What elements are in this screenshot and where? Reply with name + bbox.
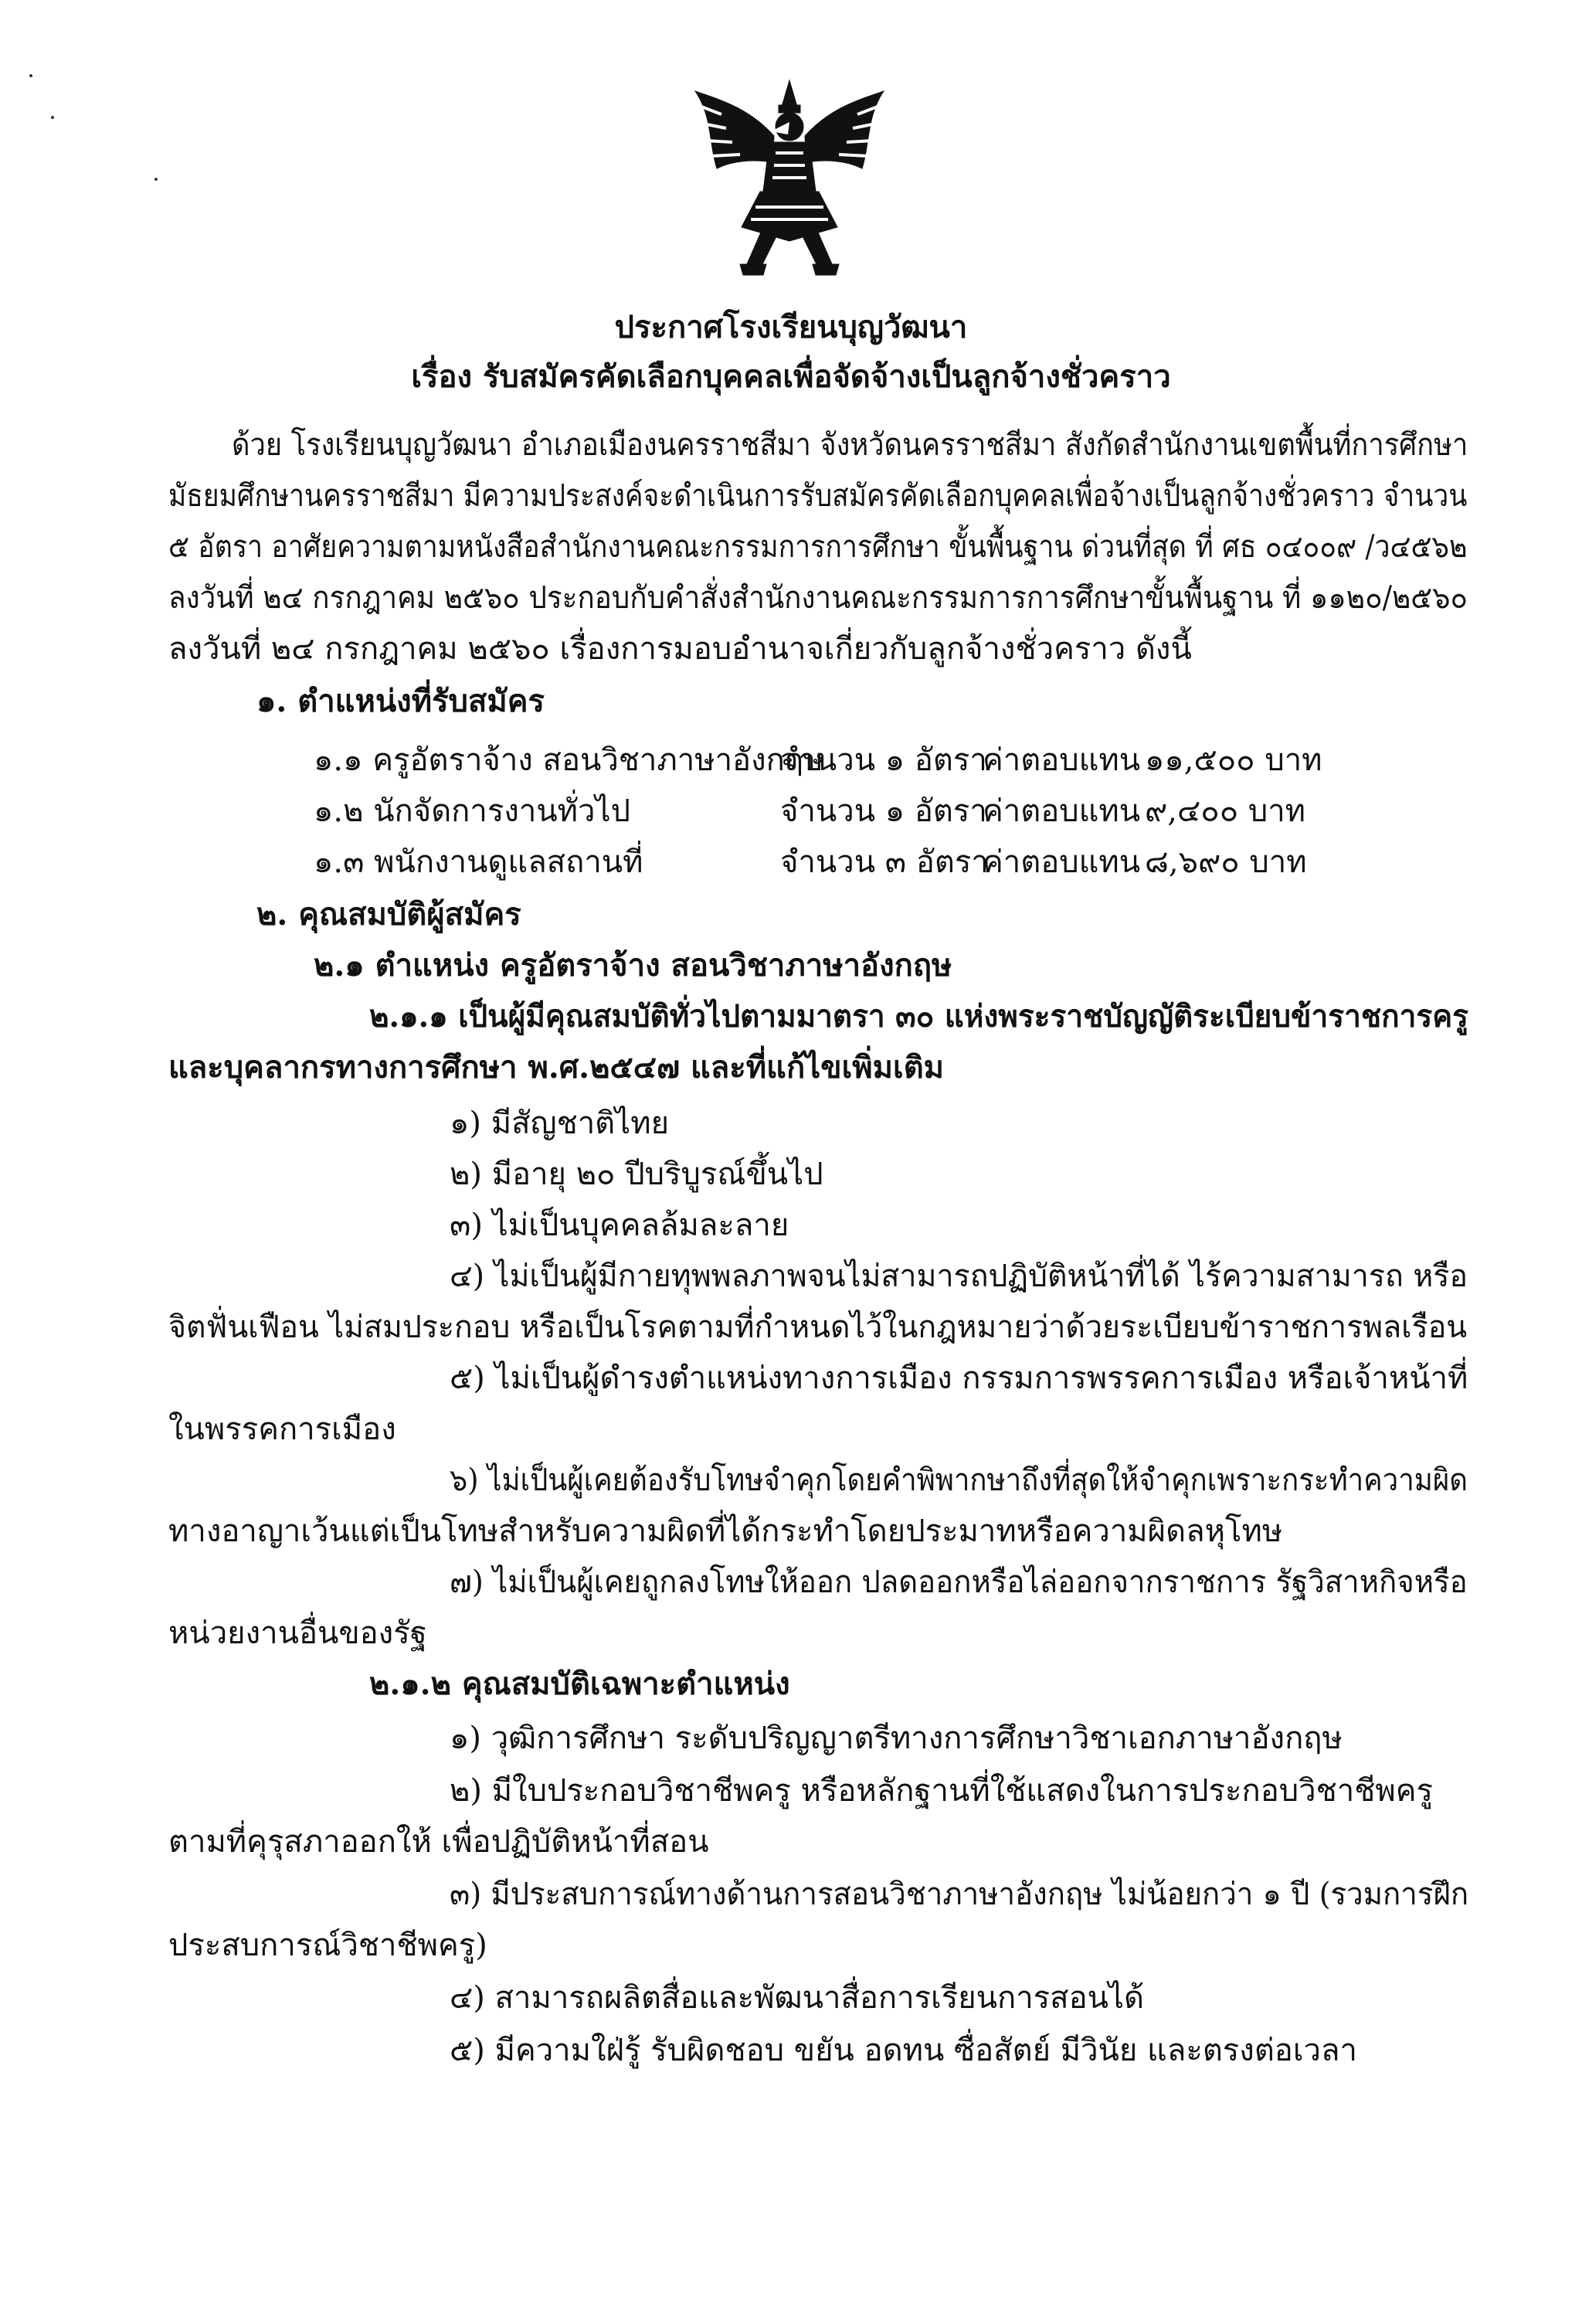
- position-pay: ๘,๖๙๐ บาท: [1145, 844, 1307, 880]
- specific-qualification-heading: ๒.๑.๒ คุณสมบัติเฉพาะตำแหน่ง: [369, 1666, 790, 1702]
- qualification-item: ๔) ไม่เป็นผู้มีกายทุพพลภาพจนไม่สามารถปฏิบัติหน้าที่ได้ ไร้ความสามารถ หรือ: [450, 1259, 1468, 1294]
- intro-line: ด้วย โรงเรียนบุญวัฒนา อำเภอเมืองนครราชสีมา จังหวัดนครราชสีมา สังกัดสำนักงานเขตพื้นที่การศึกษา: [232, 427, 1468, 463]
- position-pay-label: ค่าตอบแทน: [983, 742, 1141, 778]
- qualification-item: ๖) ไม่เป็นผู้เคยต้องรับโทษจำคุกโดยคำพิพากษาถึงที่สุดให้จำคุกเพราะกระทำความผิด: [450, 1463, 1468, 1498]
- specific-item: ๒) มีใบประกอบวิชาชีพครู หรือหลักฐานที่ใช้แสดงในการประกอบวิชาชีพครู: [450, 1773, 1433, 1809]
- specific-item: ๑) วุฒิการศึกษา ระดับปริญญาตรีทางการศึกษาวิชาเอกภาษาอังกฤษ: [450, 1721, 1343, 1756]
- position-name: ๑.๒ นักจัดการงานทั่วไป: [314, 793, 630, 829]
- qualification-item-cont: ในพรรคการเมือง: [168, 1412, 396, 1447]
- specific-item-cont: ตามที่คุรุสภาออกให้ เพื่อปฏิบัติหน้าที่สอน: [168, 1824, 709, 1860]
- section2-subheading: ๒.๑ ตำแหน่ง ครูอัตราจ้าง สอนวิชาภาษาอังกฤษ: [314, 947, 952, 984]
- section2-heading: ๒. คุณสมบัติผู้สมัคร: [256, 896, 521, 933]
- scan-speck: [29, 74, 32, 77]
- position-count: จำนวน ๑ อัตรา: [780, 793, 987, 829]
- scan-speck: [51, 116, 54, 119]
- scan-speck: [154, 178, 158, 181]
- position-name: ๑.๓ พนักงานดูแลสถานที่: [314, 844, 643, 880]
- position-pay-label: ค่าตอบแทน: [983, 844, 1141, 880]
- section1-heading: ๑. ตำแหน่งที่รับสมัคร: [256, 683, 545, 719]
- specific-item: ๔) สามารถผลิตสื่อและพัฒนาสื่อการเรียนการสอนได้: [450, 1980, 1145, 2016]
- qualification-item-cont: หน่วยงานอื่นของรัฐ: [168, 1616, 427, 1651]
- position-name: ๑.๑ ครูอัตราจ้าง สอนวิชาภาษาอังกฤษ: [314, 742, 824, 778]
- position-pay: ๑๑,๕๐๐ บาท: [1145, 742, 1322, 778]
- qualification-item-cont: จิตฟั่นเฟือน ไม่สมประกอบ หรือเป็นโรคตามที่กำหนดไว้ในกฎหมายว่าด้วยระเบียบข้าราชการพลเรือน: [168, 1310, 1468, 1345]
- specific-item: ๕) มีความใฝ่รู้ รับผิดชอบ ขยัน อดทน ซื่อสัตย์ มีวินัย และตรงต่อเวลา: [450, 2033, 1357, 2068]
- qualification-item: ๑) มีสัญชาติไทย: [450, 1106, 670, 1141]
- specific-item: ๓) มีประสบการณ์ทางด้านการสอนวิชาภาษาอังกฤษ ไม่น้อยกว่า ๑ ปี (รวมการฝึก: [450, 1877, 1469, 1912]
- intro-line: ลงวันที่ ๒๔ กรกฎาคม ๒๕๖๐ ประกอบกับคำสั่งสำนักงานคณะกรรมการการศึกษาขั้นพื้นฐาน ที่ ๑๑๒๐/๒๕๖๐: [168, 580, 1468, 616]
- intro-line: ลงวันที่ ๒๔ กรกฎาคม ๒๕๖๐ เรื่องการมอบอำนาจเกี่ยวกับลูกจ้างชั่วคราว ดังนี้: [168, 631, 1192, 667]
- intro-line: ๕ อัตรา อาศัยความตามหนังสือสำนักงานคณะกรรมการการศึกษา ขั้นพื้นฐาน ด่วนที่สุด ที่ ศธ ๐๔๐๐๙ /ว๔๕๖๒: [168, 529, 1468, 565]
- general-qualification-heading-cont: และบุคลากรทางการศึกษา พ.ศ.๒๕๔๗ และที่แก้ไขเพิ่มเติม: [168, 1049, 945, 1086]
- position-count: จำนวน ๓ อัตรา: [780, 844, 989, 880]
- position-pay: ๙,๔๐๐ บาท: [1145, 793, 1306, 829]
- qualification-item: ๕) ไม่เป็นผู้ดำรงตำแหน่งทางการเมือง กรรมการพรรคการเมือง หรือเจ้าหน้าที่: [450, 1361, 1468, 1396]
- qualification-item: ๓) ไม่เป็นบุคคลล้มละลาย: [450, 1208, 789, 1243]
- qualification-item: ๒) มีอายุ ๒๐ ปีบริบูรณ์ขึ้นไป: [450, 1157, 823, 1192]
- general-qualification-heading: ๒.๑.๑ เป็นผู้มีคุณสมบัติทั่วไปตามมาตรา ๓๐ แห่งพระราชบัญญัติระเบียบข้าราชการครู: [369, 998, 1468, 1035]
- position-pay-label: ค่าตอบแทน: [983, 793, 1141, 829]
- page-title: ประกาศโรงเรียนบุญวัฒนา: [614, 309, 968, 345]
- qualification-item-cont: ทางอาญาเว้นแต่เป็นโทษสำหรับความผิดที่ได้กระทำโดยประมาทหรือความผิดลหุโทษ: [168, 1514, 1283, 1549]
- intro-line: มัธยมศึกษานครราชสีมา มีความประสงค์จะดำเนินการรับสมัครคัดเลือกบุคคลเพื่อจ้างเป็นลูกจ้างชั่วคราว จำนวน: [168, 478, 1468, 514]
- garuda-emblem-icon: [686, 76, 893, 283]
- qualification-item: ๗) ไม่เป็นผู้เคยถูกลงโทษให้ออก ปลดออกหรือไล่ออกจากราชการ รัฐวิสาหกิจหรือ: [450, 1565, 1468, 1600]
- page-subject: เรื่อง รับสมัครคัดเลือกบุคคลเพื่อจัดจ้างเป็นลูกจ้างชั่วคราว: [411, 358, 1171, 395]
- position-count: จำนวน ๑ อัตรา: [780, 742, 987, 778]
- specific-item-cont: ประสบการณ์วิชาชีพครู): [168, 1928, 487, 1963]
